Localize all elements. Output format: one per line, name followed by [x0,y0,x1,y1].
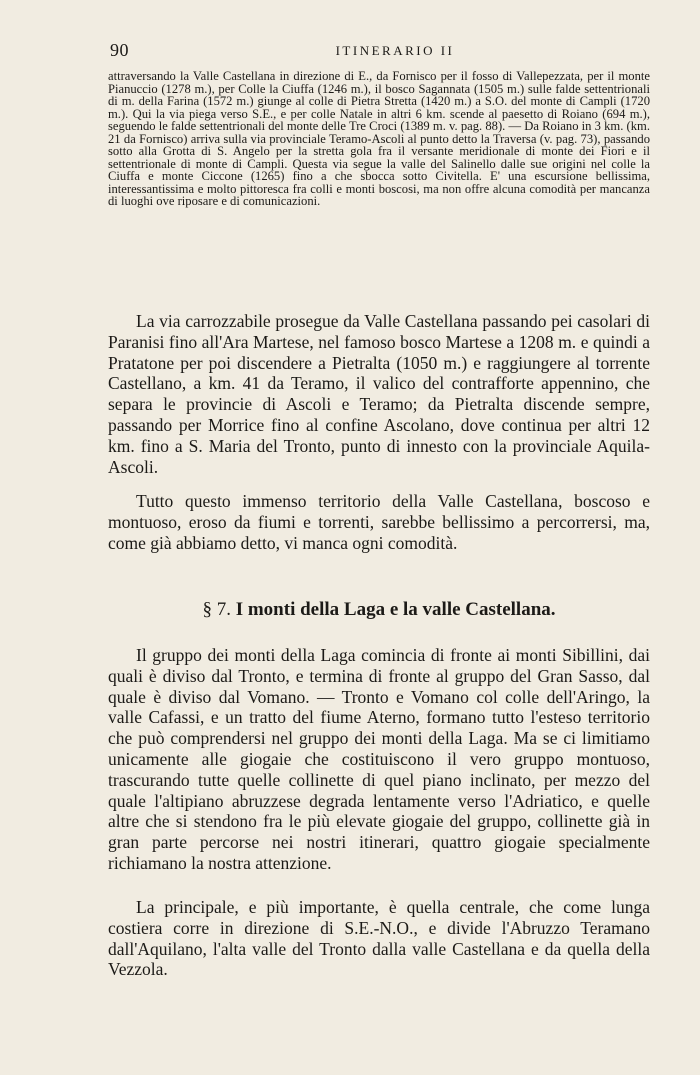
section-title: I monti della Laga e la valle Castellana. [235,599,556,620]
section-number: § 7. [202,599,231,620]
paragraph-territory: Tutto questo immenso territorio della Valle Castellana, boscoso e montuoso, eroso da fiumi e torrenti, sarebbe bellissimo a percorrersi, ma, come già abbiamo detto, vi manca ogni comodità. [108,491,650,553]
paragraph-central-ridge: La principale, e più importante, è quella centrale, che come lunga costiera corre in direzione di S.E.-N.O., e divide l'Abruzzo Teramano dall'Aquilano, l'alta valle del Tronto dalla valle Castellana e da quella della Vezzola. [108,897,650,980]
section-heading [108,599,650,621]
paragraph-road-description: La via carrozzabile prosegue da Valle Castellana passando pei casolari di Paranisi fino all'Ara Martese, nel famoso bosco Martese a 1208 m. e quindi a Pratatone per poi discendere a Pietralta (1050 m.) e raggiungere al torrente Castellano, a km. 41 da Teramo, il valico del contrafforte appennino, che separa le provincie di Ascoli e Teramo; da Pietralta discende sempre, passando per Morrice fino al confine Ascolano, dove continua per altri 12 km. fino a S. Maria del Tronto, punto di innesto con la provinciale Aquila-Ascoli. [108,311,650,477]
page-number: 90 [110,40,129,60]
paragraph-laga-group: Il gruppo dei monti della Laga comincia di fronte ai monti Sibillini, dai quali è diviso dal Tronto, e termina di fronte al gruppo del Gran Sasso, dal quale è diviso dal Vomano. — Tronto e Vomano col colle dell'Aringo, la valle Cafassi, e un tratto del fiume Aterno, formano tutto l'esteso territorio che può comprendersi nel gruppo dei monti della Laga. Ma se ci limitiamo unicamente alle giogaie che costituiscono il vero gruppo montuoso, trascurando tutte quelle collinette di quel piano inclinato, per mezzo del quale l'altipiano abruzzese degrada lentamente verso l'Adriatico, e quelle altre che si stendono fra le più elevate giogaie del gruppo, collinette già in gran parte percorse nei nostri itinerari, quattro giogaie specialmente richiamano la nostra attenzione. [108,645,650,873]
running-head [110,40,640,60]
running-title: ITINERARIO II [335,43,455,58]
small-print-paragraph: attraversando la Valle Castellana in direzione di E., da Fornisco per il fosso di Vallepezzata, per il monte Pianuccio (1278 m.), per Colle la Ciuffa (1246 m.), il bosco Sagannata (1505 m.) sulle falde settentrionali di m. della Farina (1572 m.) giunge al colle di Pietra Stretta (1420 m.) a S.O. del monte di Campli (1720 m.). Qui la via piega verso S.E., e per colle Natale in altri 6 km. scende al paesetto di Roiano (694 m.), seguendo le falde settentrionali del monte delle Tre Croci (1389 m. v. pag. 88). — Da Roiano in 3 km. (km. 21 da Fornisco) arriva sulla via provinciale Teramo-Ascoli al punto detto la Traversa (v. pag. 73), passando sotto alla Grotta di S. Angelo per la stretta gola fra il versante meridionale di monte dei Fiori e il settentrionale di monte di Campli. Questa via segue la valle del Salinello dalle sue origini nel colle la Ciuffa e monte Ciccone (1265) fino a che sbocca sotto Civitella. E' una escursione bellissima, interessantissima e molto pittoresca fra colli e monti boscosi, ma non offre alcuna comodità per mancanza di luoghi ove riposare e di comunicazioni. [108,69,650,208]
